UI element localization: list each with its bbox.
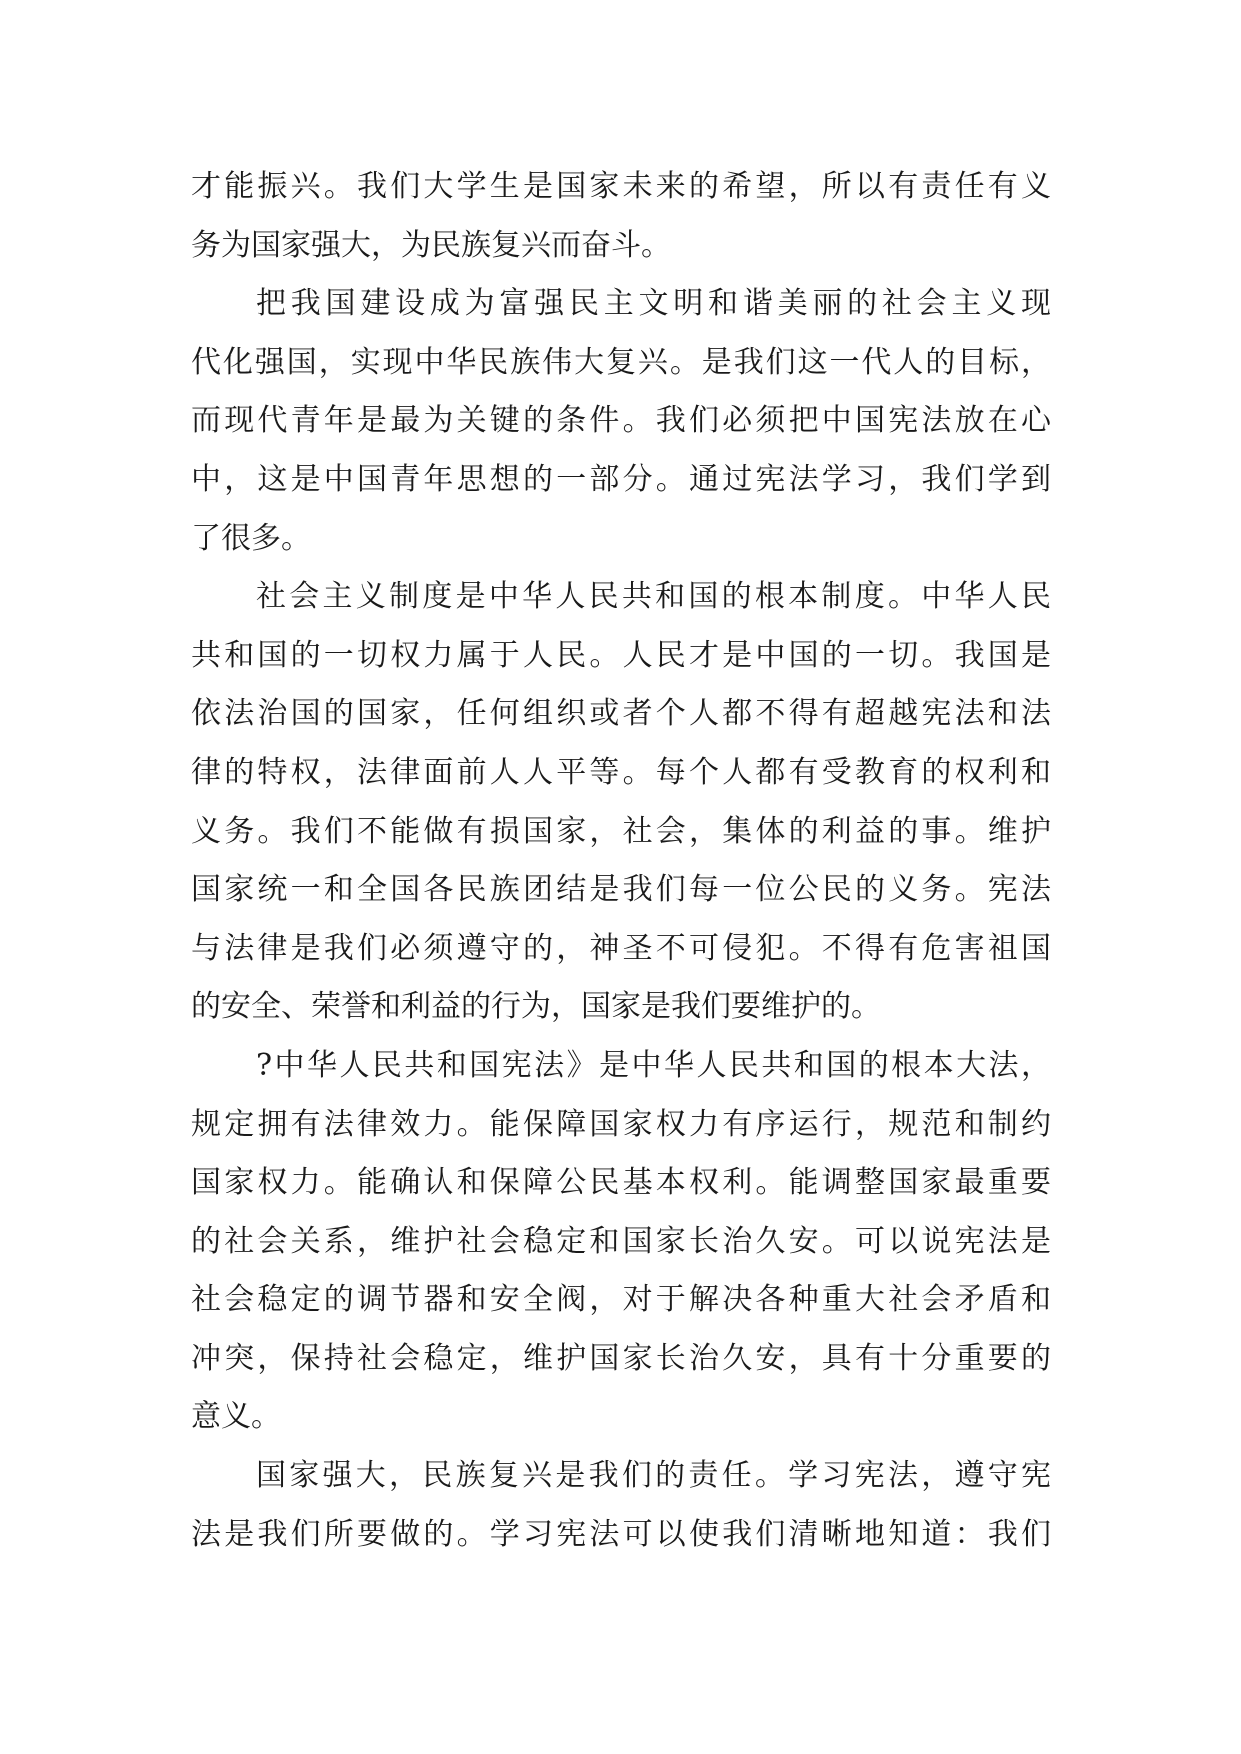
- text-line: 国家权力。能确认和保障公民基本权利。能调整国家最重要: [191, 1165, 1051, 1201]
- text-line: 把我国建设成为富强民主文明和谐美丽的社会主义现: [256, 286, 1051, 322]
- text-line: 代化强国，实现中华民族伟大复兴。是我们这一代人的目标，: [191, 344, 1051, 380]
- text-line: ?中华人民共和国宪法》是中华人民共和国的根本大法，: [256, 1047, 1051, 1083]
- text-line: 律的特权，法律面前人人平等。每个人都有受教育的权利和: [191, 754, 1051, 790]
- text-line: 规定拥有法律效力。能保障国家权力有序运行，规范和制约: [191, 1106, 1051, 1142]
- text-line: 意义。: [191, 1399, 281, 1435]
- text-line: 务为国家强大，为民族复兴而奋斗。: [191, 227, 671, 263]
- text-line: 社会稳定的调节器和安全阀，对于解决各种重大社会矛盾和: [191, 1282, 1051, 1318]
- text-line: 的社会关系，维护社会稳定和国家长治久安。可以说宪法是: [191, 1223, 1051, 1259]
- text-line: 冲突，保持社会稳定，维护国家长治久安，具有十分重要的: [191, 1340, 1051, 1376]
- body-text: [191, 158, 1051, 1564]
- text-line: 依法治国的国家，任何组织或者个人都不得有超越宪法和法: [191, 696, 1051, 732]
- text-line: 国家强大，民族复兴是我们的责任。学习宪法，遵守宪: [256, 1458, 1051, 1494]
- text-line: 才能振兴。我们大学生是国家未来的希望，所以有责任有义: [191, 169, 1051, 204]
- text-line: 义务。我们不能做有损国家，社会，集体的利益的事。维护: [191, 813, 1051, 849]
- text-line: 法是我们所要做的。学习宪法可以使我们清晰地知道：我们: [191, 1516, 1051, 1552]
- text-line: 国家统一和全国各民族团结是我们每一位公民的义务。宪法: [191, 872, 1051, 908]
- text-line: 社会主义制度是中华人民共和国的根本制度。中华人民: [256, 579, 1051, 615]
- text-line: 了很多。: [191, 520, 311, 556]
- text-line: 与法律是我们必须遵守的，神圣不可侵犯。不得有危害祖国: [191, 930, 1051, 966]
- text-line: 而现代青年是最为关键的条件。我们必须把中国宪法放在心: [191, 403, 1051, 439]
- text-line: 共和国的一切权力属于人民。人民才是中国的一切。我国是: [191, 637, 1051, 673]
- text-line: 中，这是中国青年思想的一部分。通过宪法学习，我们学到: [191, 461, 1051, 497]
- text-line: 的安全、荣誉和利益的行为，国家是我们要维护的。: [191, 989, 881, 1025]
